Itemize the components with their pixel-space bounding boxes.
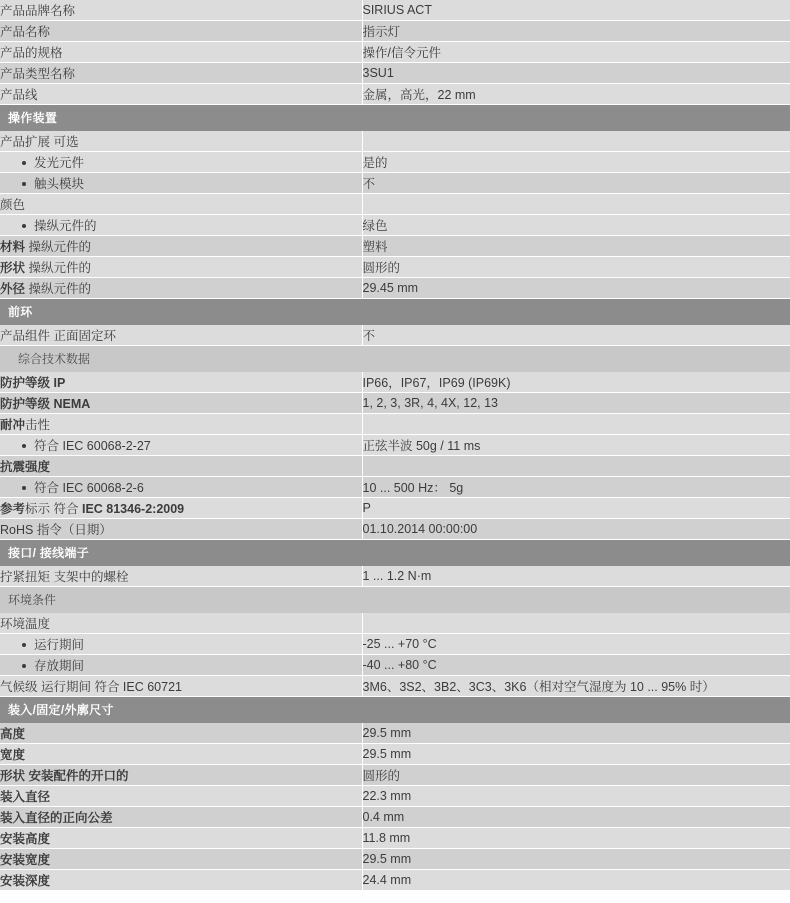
table-row [0,372,790,393]
spec-label [0,613,362,634]
spec-value: 3M6、3S2、3B2、3C3、3K6（相对空气湿度为 10 ... 95% 时） [362,676,790,697]
spec-label-text: 颜色 [0,198,26,212]
table-row [0,613,790,634]
spec-value: 0.4 mm [362,807,790,828]
subsection-header-row [0,346,790,373]
section-header-row [0,299,790,326]
spec-label-text: 发光元件 [0,156,84,170]
table-row [0,194,790,215]
spec-label [0,723,362,744]
spec-label-text: 材料 操纵元件的 [0,240,91,254]
spec-value: -25 ... +70 °C [362,634,790,655]
spec-label-text: 符合 IEC 60068-2-27 [0,439,151,453]
section-header-row [0,697,790,724]
spec-label-text: 产品的规格 [0,46,63,60]
table-row [0,21,790,42]
table-row [0,498,790,519]
spec-label [0,765,362,786]
spec-label [0,828,362,849]
table-row [0,477,790,498]
table-row [0,786,790,807]
spec-value: 24.4 mm [362,870,790,891]
spec-label-text: 形状 安装配件的开口的 [0,769,129,783]
table-row [0,807,790,828]
spec-label-text: 产品名称 [0,25,51,39]
spec-label [0,215,362,236]
spec-value: 22.3 mm [362,786,790,807]
spec-value: 3SU1 [362,63,790,84]
spec-label-text: 参考标示 符合 IEC 81346-2:2009 [0,502,185,516]
spec-value: 01.10.2014 00:00:00 [362,519,790,540]
spec-value: 圆形的 [362,765,790,786]
spec-label [0,744,362,765]
spec-label-text: 安装宽度 [0,853,51,867]
table-row [0,634,790,655]
spec-label [0,194,362,215]
spec-label [0,0,362,21]
spec-label [0,173,362,194]
spec-value: 绿色 [362,215,790,236]
spec-value: 不 [362,173,790,194]
table-row [0,676,790,697]
spec-label [0,131,362,152]
spec-label [0,519,362,540]
spec-value [362,131,790,152]
spec-value: 1 ... 1.2 N·m [362,566,790,587]
spec-label-text: 产品品牌名称 [0,4,76,18]
spec-label-text: 拧紧扭矩 支架中的螺栓 [0,570,129,584]
spec-label-text: 产品类型名称 [0,67,76,81]
spec-value: 塑料 [362,236,790,257]
spec-label [0,676,362,697]
spec-label-text: 符合 IEC 60068-2-6 [0,481,144,495]
spec-label [0,414,362,435]
spec-label [0,63,362,84]
spec-label [0,498,362,519]
spec-value: 29.5 mm [362,744,790,765]
spec-value: -40 ... +80 °C [362,655,790,676]
spec-label-text: 安装高度 [0,832,51,846]
spec-label [0,566,362,587]
section-header-row [0,540,790,567]
table-row [0,152,790,173]
table-row [0,131,790,152]
spec-value: 圆形的 [362,257,790,278]
section-header-row [0,105,790,132]
spec-label [0,456,362,477]
spec-label [0,870,362,891]
table-row [0,63,790,84]
spec-label-text: 操纵元件的 [0,219,97,233]
table-row [0,435,790,456]
spec-label-text: 运行期间 [0,638,84,652]
spec-label-text: 耐冲击性 [0,418,51,432]
spec-value: 指示灯 [362,21,790,42]
spec-label-text: 防护等级 NEMA [0,397,91,411]
spec-label-text: 外径 操纵元件的 [0,282,91,296]
spec-label [0,84,362,105]
spec-label-text: 装入直径 [0,790,51,804]
spec-label-text: 产品扩展 可选 [0,135,79,149]
spec-label-text: 触头模块 [0,177,84,191]
spec-value [362,194,790,215]
subsection-header-row [0,587,790,614]
spec-value: SIRIUS ACT [362,0,790,21]
table-row [0,0,790,21]
spec-label [0,152,362,173]
spec-label [0,21,362,42]
subsection-header-label: 环境条件 [0,587,790,614]
spec-label-text: 抗震强度 [0,460,51,474]
table-row [0,456,790,477]
spec-value [362,613,790,634]
table-row [0,215,790,236]
spec-value: IP66，IP67，IP69 (IP69K) [362,372,790,393]
spec-label-text: 形状 操纵元件的 [0,261,91,275]
spec-label-text: 防护等级 IP [0,376,66,390]
spec-value: 11.8 mm [362,828,790,849]
spec-value: P [362,498,790,519]
spec-label [0,278,362,299]
table-row [0,828,790,849]
spec-label [0,849,362,870]
table-row [0,519,790,540]
table-row [0,566,790,587]
spec-label [0,786,362,807]
spec-value: 是的 [362,152,790,173]
spec-label-text: 产品组件 正面固定环 [0,329,116,343]
table-row [0,325,790,346]
spec-value: 不 [362,325,790,346]
table-row [0,723,790,744]
spec-label-text: RoHS 指令（日期） [0,523,112,537]
subsection-header-label: 综合技术数据 [0,346,790,373]
spec-value [362,456,790,477]
table-row [0,655,790,676]
spec-value: 1, 2, 3, 3R, 4, 4X, 12, 13 [362,393,790,414]
table-row [0,393,790,414]
spec-value: 金属，高光，22 mm [362,84,790,105]
spec-label [0,372,362,393]
spec-label-text: 宽度 [0,748,26,762]
spec-value: 操作/信令元件 [362,42,790,63]
spec-label [0,477,362,498]
section-header-label: 接口/ 接线端子 [0,540,790,567]
spec-label [0,807,362,828]
section-header-label: 装入/固定/外廓尺寸 [0,697,790,724]
spec-value: 10 ... 500 Hz： 5g [362,477,790,498]
table-row [0,42,790,63]
spec-value: 29.45 mm [362,278,790,299]
spec-label-text: 气候级 运行期间 符合 IEC 60721 [0,680,182,694]
spec-value [362,414,790,435]
spec-label-text: 存放期间 [0,659,84,673]
table-row [0,236,790,257]
spec-label-text: 安装深度 [0,874,51,888]
spec-label [0,325,362,346]
spec-value: 29.5 mm [362,723,790,744]
spec-value: 正弦半波 50g / 11 ms [362,435,790,456]
spec-label-text: 高度 [0,727,26,741]
spec-label [0,42,362,63]
spec-label-text: 装入直径的正向公差 [0,811,113,825]
table-row [0,765,790,786]
section-header-label: 操作装置 [0,105,790,132]
table-row [0,278,790,299]
table-row [0,744,790,765]
spec-label [0,435,362,456]
spec-label [0,634,362,655]
section-header-label: 前环 [0,299,790,326]
table-row [0,84,790,105]
table-row [0,414,790,435]
table-row [0,870,790,891]
spec-label [0,393,362,414]
table-row [0,849,790,870]
spec-label [0,257,362,278]
table-row [0,173,790,194]
spec-value: 29.5 mm [362,849,790,870]
table-row [0,257,790,278]
spec-label [0,655,362,676]
spec-label-text: 产品线 [0,88,38,102]
spec-label-text: 环境温度 [0,617,51,631]
spec-label [0,236,362,257]
